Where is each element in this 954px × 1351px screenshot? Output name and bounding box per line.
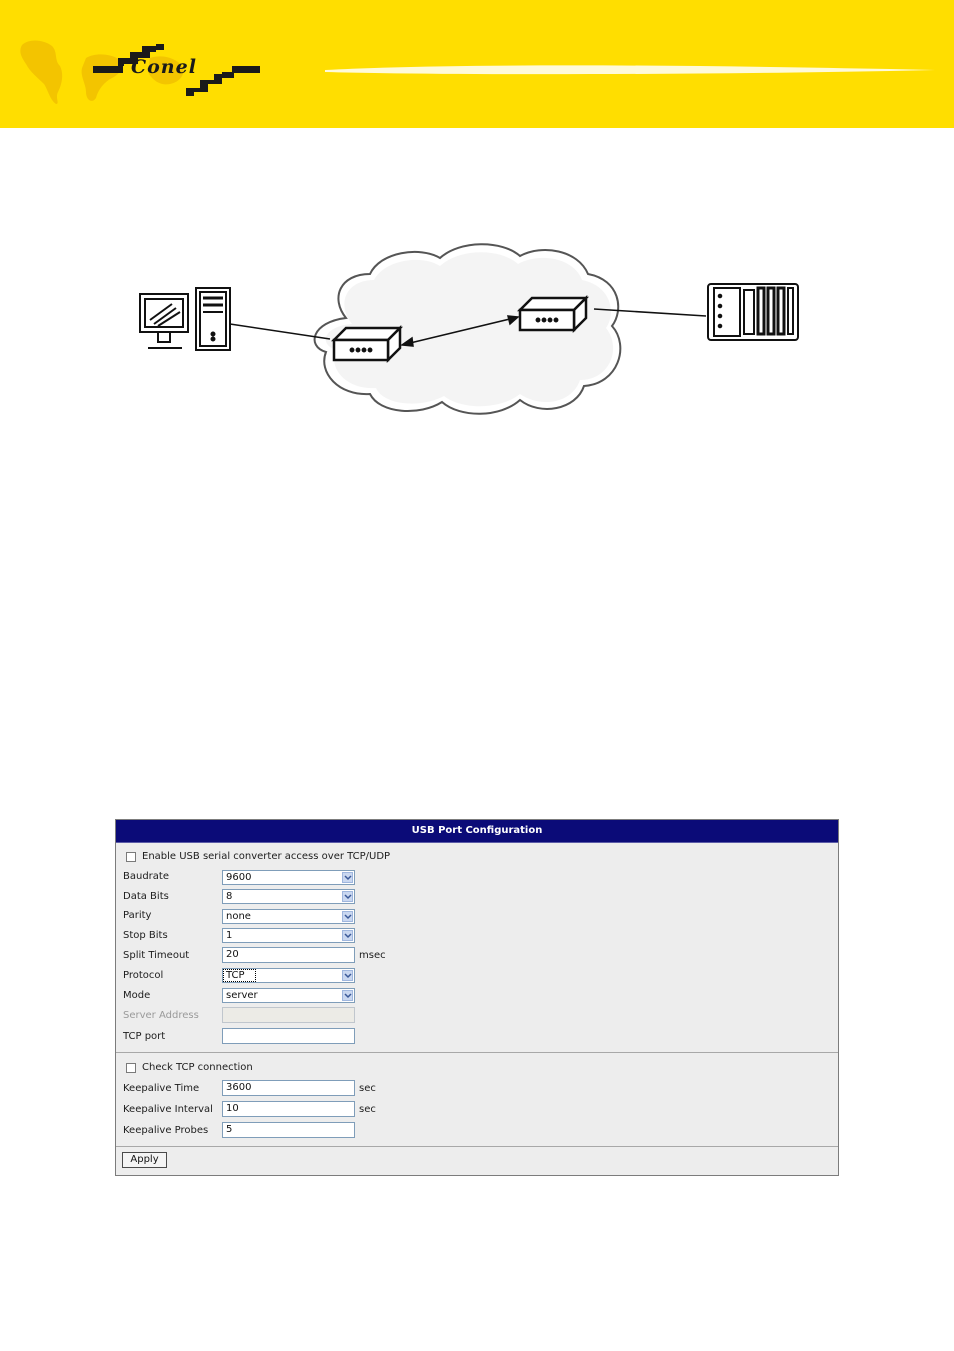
router-icon	[334, 328, 400, 360]
check-tcp-checkbox[interactable]	[126, 1063, 136, 1073]
keepalive-time-label: Keepalive Time	[123, 1083, 200, 1094]
section-divider	[116, 1146, 838, 1147]
keepalive-time-input[interactable]: 3600	[222, 1080, 355, 1096]
check-tcp-label: Check TCP connection	[142, 1062, 253, 1073]
tcp-port-input[interactable]	[222, 1028, 355, 1044]
network-diagram	[130, 238, 810, 418]
enable-checkbox[interactable]	[126, 852, 136, 862]
parity-value: none	[226, 911, 251, 922]
data-bits-value: 8	[226, 891, 233, 902]
server-address-label: Server Address	[123, 1010, 199, 1021]
chevron-down-icon[interactable]	[342, 891, 353, 902]
keepalive-interval-label: Keepalive Interval	[123, 1104, 213, 1115]
keepalive-probes-input[interactable]: 5	[222, 1122, 355, 1138]
data-bits-label: Data Bits	[123, 891, 169, 902]
split-timeout-unit: msec	[359, 950, 386, 961]
protocol-value: TCP	[224, 970, 255, 981]
page-header	[0, 0, 954, 128]
keepalive-interval-input[interactable]: 10	[222, 1101, 355, 1117]
chevron-down-icon[interactable]	[342, 970, 353, 981]
split-timeout-input[interactable]: 20	[222, 947, 355, 963]
chevron-down-icon[interactable]	[342, 990, 353, 1001]
baudrate-label: Baudrate	[123, 871, 169, 882]
panel-title: USB Port Configuration	[116, 820, 838, 843]
keepalive-probes-label: Keepalive Probes	[123, 1125, 209, 1136]
stop-bits-select[interactable]	[222, 928, 355, 943]
logo-text: Conel	[131, 56, 197, 78]
chevron-down-icon[interactable]	[342, 911, 353, 922]
router-icon	[520, 298, 586, 330]
tcp-port-label: TCP port	[123, 1031, 166, 1042]
protocol-select[interactable]	[222, 968, 355, 983]
chevron-down-icon[interactable]	[342, 930, 353, 941]
plc-device-icon	[708, 284, 798, 340]
keepalive-time-unit: sec	[359, 1083, 376, 1094]
enable-label: Enable USB serial converter access over TCP/UDP	[142, 851, 391, 862]
split-timeout-label: Split Timeout	[123, 950, 190, 961]
parity-select[interactable]	[222, 909, 355, 924]
baudrate-value: 9600	[226, 872, 252, 883]
chevron-down-icon[interactable]	[342, 872, 353, 883]
data-bits-select[interactable]	[222, 889, 355, 904]
stop-bits-label: Stop Bits	[123, 930, 168, 941]
computer-icon	[140, 288, 230, 350]
swoosh-line	[325, 65, 935, 74]
server-address-input[interactable]	[222, 1007, 355, 1023]
protocol-label: Protocol	[123, 970, 164, 981]
baudrate-select[interactable]	[222, 870, 355, 885]
mode-value: server	[226, 990, 258, 1001]
keepalive-interval-unit: sec	[359, 1104, 376, 1115]
usb-port-config-panel	[115, 819, 839, 1176]
mode-select[interactable]	[222, 988, 355, 1003]
mode-label: Mode	[123, 990, 151, 1001]
section-divider	[116, 1052, 838, 1053]
stop-bits-value: 1	[226, 930, 233, 941]
apply-button[interactable]: Apply	[122, 1152, 167, 1168]
parity-label: Parity	[123, 910, 152, 921]
